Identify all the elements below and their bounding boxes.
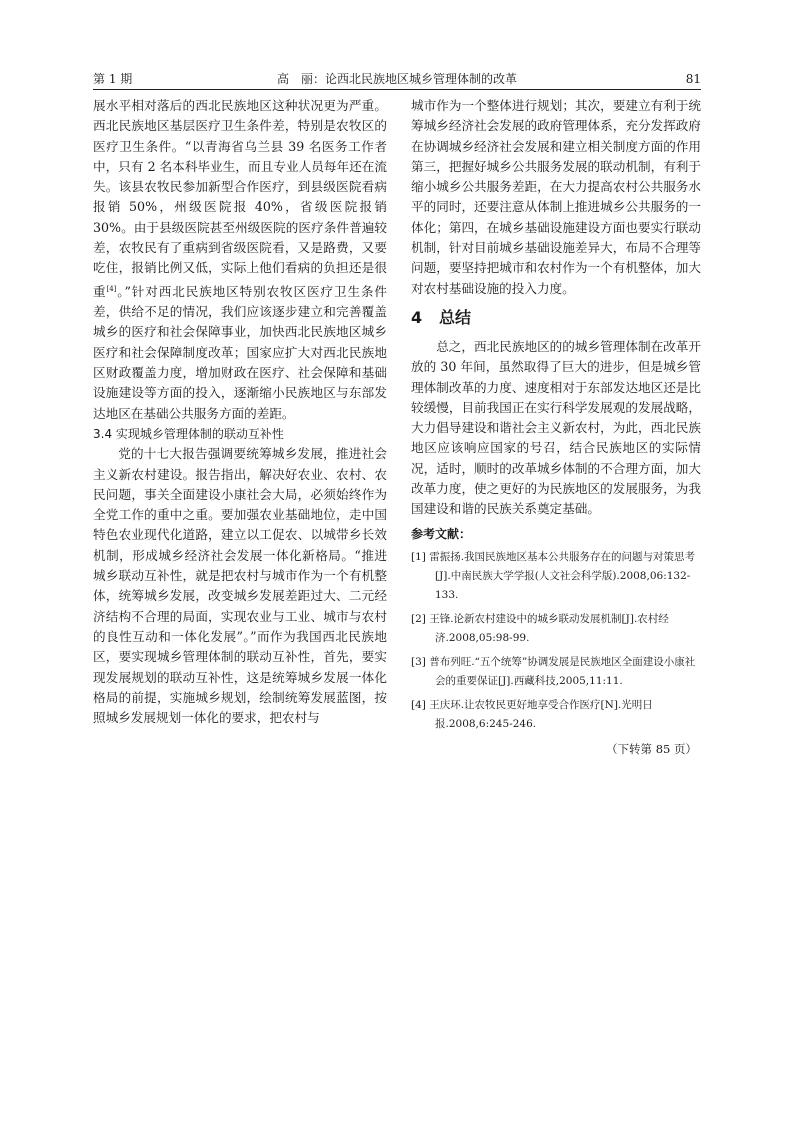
section-heading bbox=[411, 307, 701, 329]
paragraph: 党的十七大报告强调要统筹城乡发展，推进社会主义新农村建设。报告指出，解决好农业、农村、农民问题，事关全面建设小康社会大局，必须始终作为全党工作的重中之重。要加强农业基础地位，走中国特色农业现代化道路，建立以工促农、以城带乡长效机制，形成城乡经济社会发展一体化新格局。“推进城乡联动互补性，就是把农村与城市作为一个有机整体，统筹城乡发展，改变城乡发展差距过大、二元经济结构不合理的局面，实现农业与工业、城市与农村的良性互动和一体化发展”。”而作为我国西北民族地区，要实现城乡管理体制的联动互补性，首先，要实现发展规划的联动互补性，这是统筹城乡发展一体化格局的前提，实施城乡规划，绘制统筹发展蓝图，按照城乡发展规划一体化的要求，把农村与 bbox=[93, 446, 387, 726]
paragraph: 城市作为一个整体进行规划；其次，要建立有利于统筹城乡经济社会发展的政府管理体系，充分发挥政府在协调城乡经济社会发展和建立相关制度方面的作用第三，把握好城乡公共服务发展的联动机制，有利于缩小城乡公共服务差距，在大力提高农村公共服务水平的同时，还要注意从体制上推进城乡公共服务的一体化；第四，在城乡基础设施建设方面也要实行联动机制，针对目前城乡基础设施差异大，布局不合理等问题，要坚持把城市和农村作为一个有机整体，加大对农村基础设施的投入力度。 bbox=[411, 98, 701, 296]
reference-item: [3] 普布列旺.“五个统筹”协调发展是民族地区全面建设小康社会的重要保证[J].西藏科技,2005,11:11. bbox=[411, 655, 696, 687]
reference-item: [1] 雷振扬.我国民族地区基本公共服务存在的问题与对策思考[J].中南民族大学学报(人文社会科学版).2008,06:132-133. bbox=[411, 550, 696, 601]
right-column bbox=[411, 96, 701, 759]
section-title: 总结 bbox=[439, 307, 472, 327]
subsection-heading: 3.4 实现城乡管理体制的联动互补性 bbox=[93, 426, 284, 441]
reference-item: [4] 王庆环.让农牧民更好地享受合作医疗[N].光明日报.2008,6:245-246. bbox=[411, 698, 653, 730]
running-title: 高 丽：论西北民族地区城乡管理体制的改革 bbox=[276, 72, 517, 86]
paragraph: 总之，西北民族地区的的城乡管理体制在改革开放的 30 年间，虽然取得了巨大的进步，但是城乡管理体制改革的力度、速度相对于东部发达地区还是比较缓慢，目前我国正在实行科学发展观的发展战略，大力倡导建设和谐社会主义新农村，为此，西北民族地区应该响应国家的号召，结合民族地区的实际情况，适时，顺时的改革城乡体制的不合理方面，加大改革力度，使之更好的为民族地区的发展服务，为我国建设和谐的民族关系奠定基础。 bbox=[411, 338, 701, 517]
running-header bbox=[93, 71, 701, 87]
citation-ref: [4] bbox=[106, 284, 117, 293]
references-heading: 参考文献： bbox=[411, 526, 472, 541]
section-number: 4 bbox=[411, 307, 423, 327]
paragraph-text: 。”针对西北民族地区特别农牧区医疗卫生条件差，供给不足的情况，我们应该逐步建立和完善覆盖城乡的医疗和社会保障事业，加快西北民族地区城乡医疗和社会保障制度改革；国家应扩大对西北民族地区财政覆盖力度，增加财政在医疗、社会保障和基础设施建设等方面的投入，逐渐缩小民族地区与东部发达地区在基础公共服务方面的差距。 bbox=[93, 283, 388, 421]
left-column bbox=[93, 96, 387, 728]
page-number: 81 bbox=[685, 72, 701, 86]
issue-number: 第 1 期 bbox=[93, 72, 133, 86]
paragraph-text: 展水平相对落后的西北民族地区这种状况更为严重。西北民族地区基层医疗卫生条件差，特别是农牧区的医疗卫生条件。“以青海省乌兰县 39 名医务工作者中，只有 2 名本科毕业生，而且专业人员每年还在流失。该县农牧民参加新型合作医疗，到县级医院看病报销 50%，州级医院报 40%，省级医院报销 30%。由于县级医院甚至州级医院的医疗条件普遍较差，农牧民有了重病到省级医院看，又是路费，又要吃住，报销比例又低，实际上他们看病的负担还是很重 bbox=[93, 98, 387, 299]
reference-item: [2] 王锋.论新农村建设中的城乡联动发展机制[J].农村经济.2008,05:98-99. bbox=[411, 612, 669, 644]
paragraph bbox=[93, 96, 387, 424]
reference-list bbox=[411, 548, 701, 734]
continued-note: （下转第 85 页） bbox=[606, 741, 697, 756]
header-rule bbox=[93, 89, 701, 90]
